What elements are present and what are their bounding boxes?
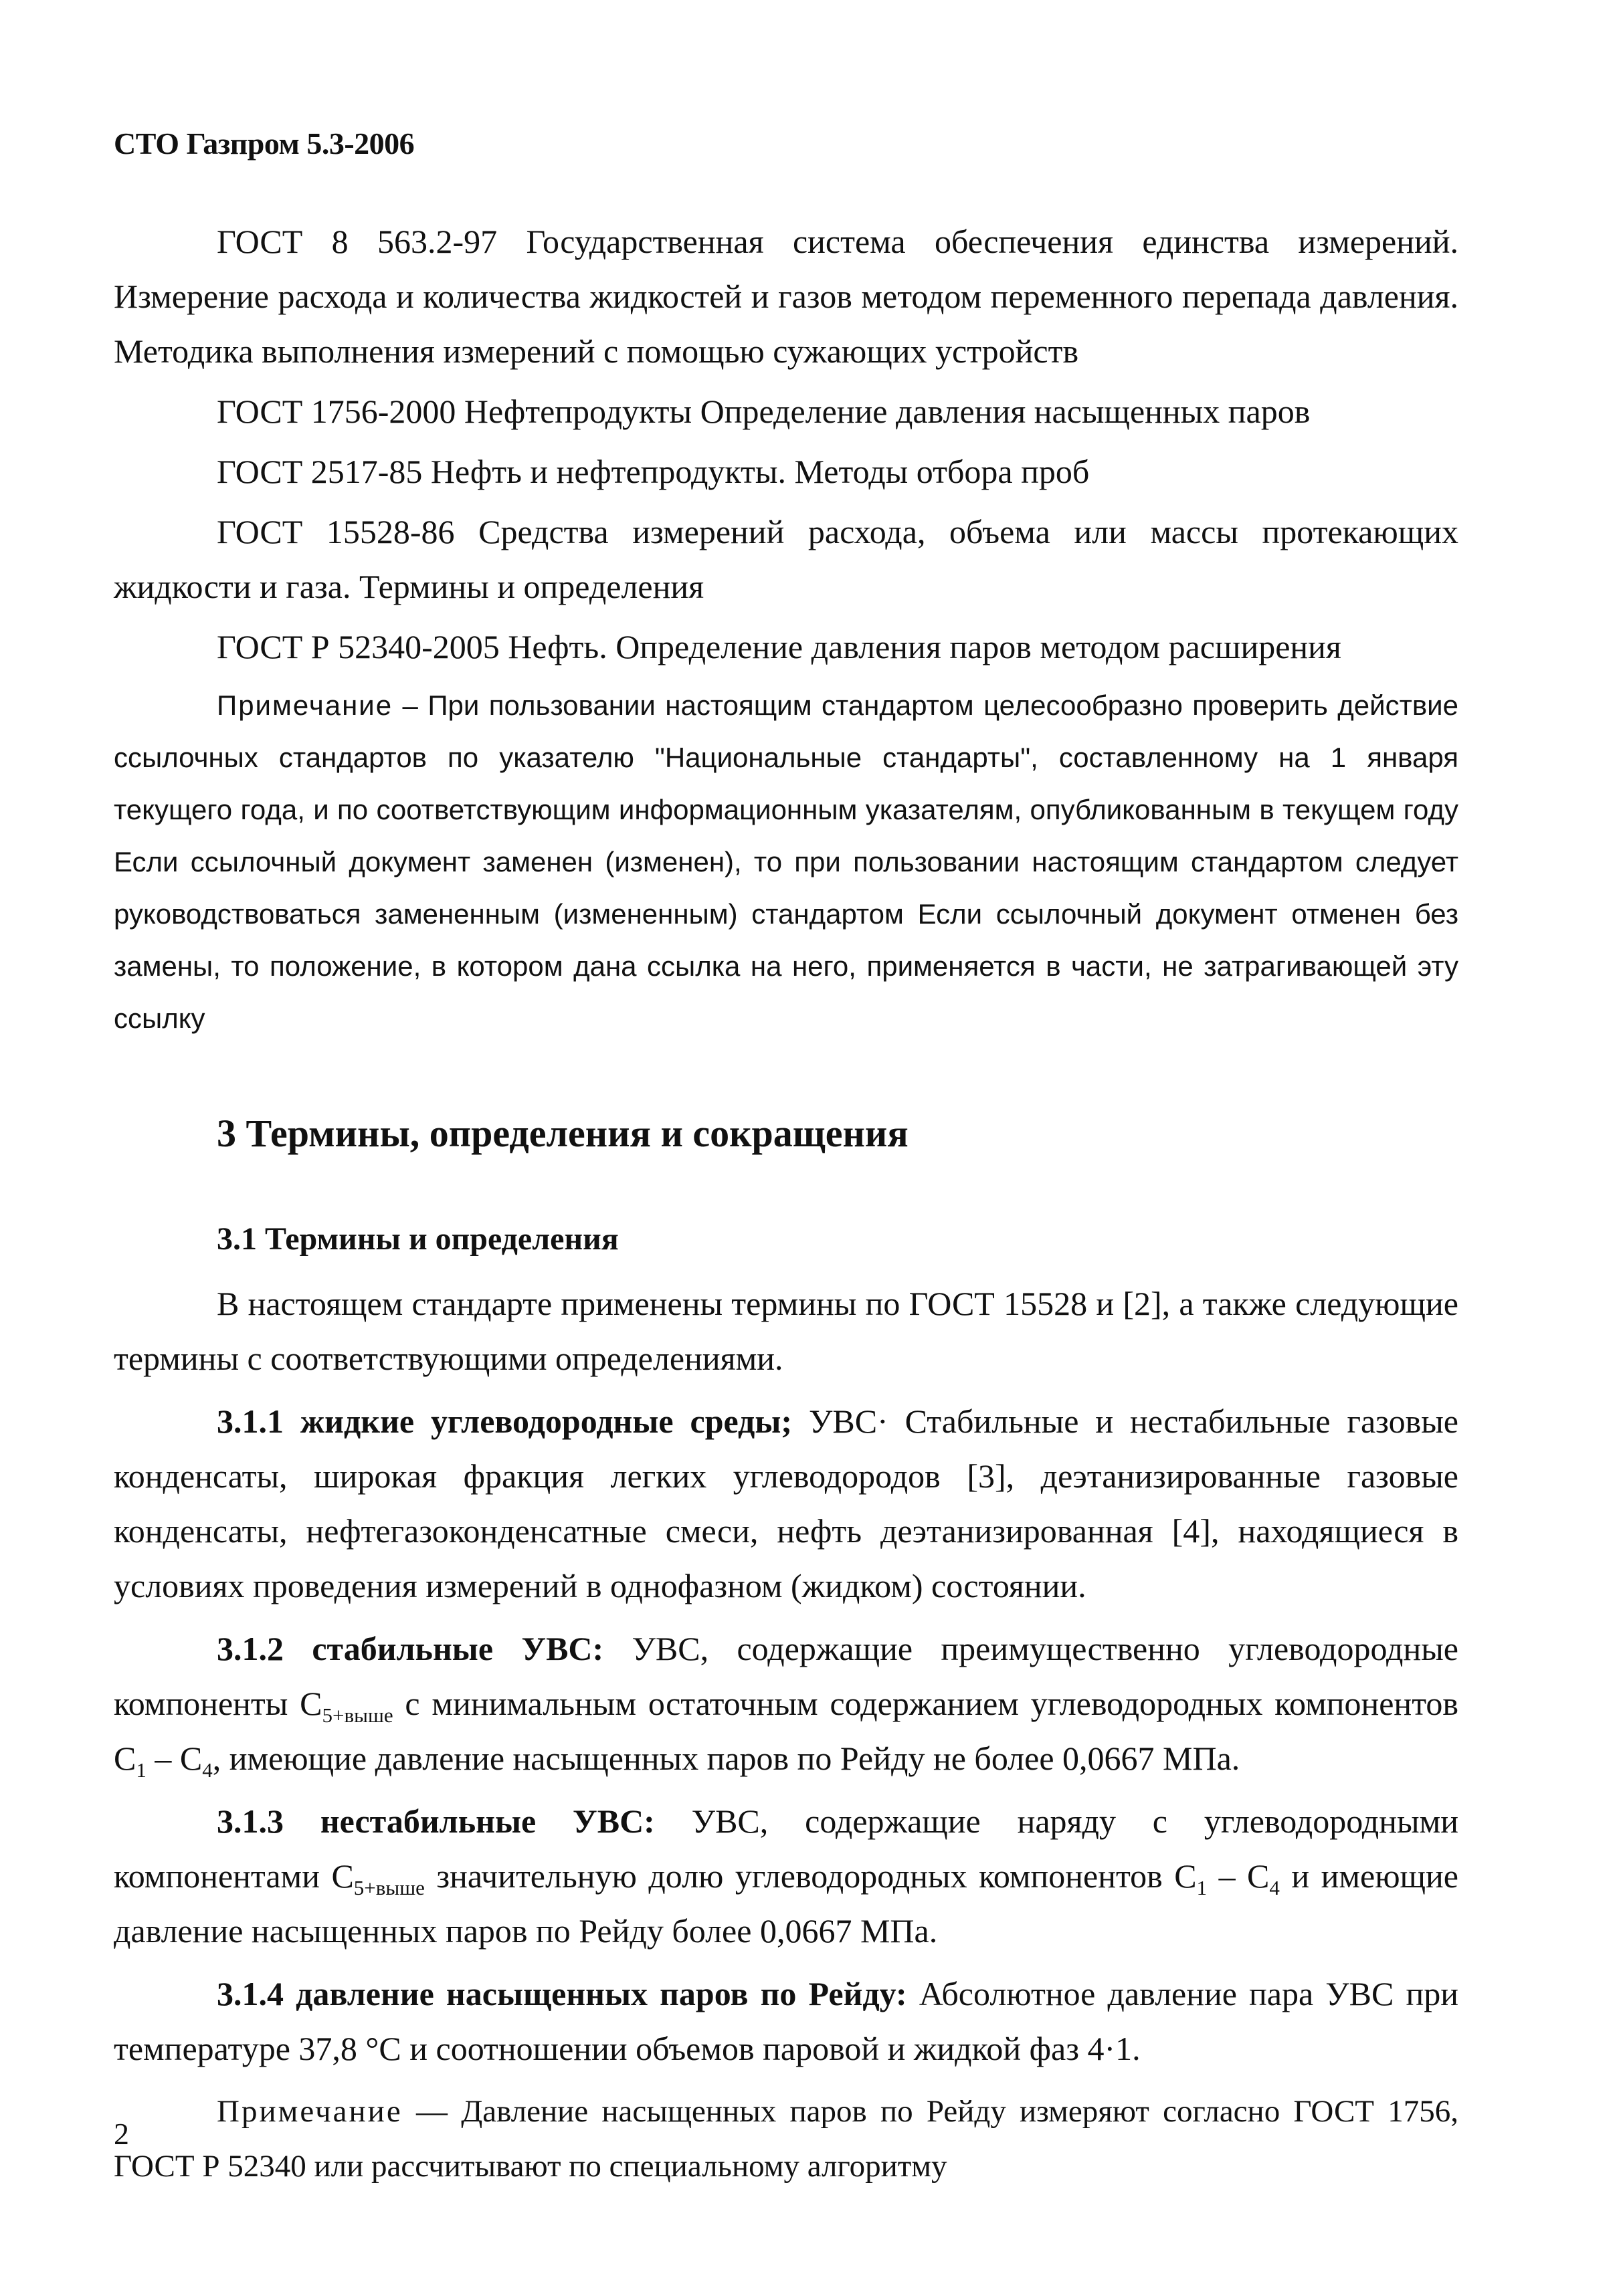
formula-c5-subscript: 5+выше [322,1703,393,1727]
formula-c4-subscript: 4 [202,1758,213,1782]
definition-text: УВС, содержащие наряду с углеводородными компонентами [114,1802,1458,1895]
page-number: 2 [114,2117,129,2151]
note-text: – При пользовании настоящим стандартом целесообразно проверить действие ссылочных стандартов по указателю "Национальные стандарты", составленному на 1 января текущего года, и по соответствующим информационным указателям, опубликованным в текущем году Если ссылочный документ заменен (изменен), то при пользовании настоящим стандартом следует руководствоваться замененным (измененным) стандартом Если ссылочный документ отменен без замены, то положение, в котором дана ссылка на него, применяется в части, не затрагивающей эту ссылку [114,690,1458,1034]
note-label: Примечание [217,690,393,721]
definition-text: , имеющие давление насыщенных паров по Рейду не более 0,0667 МПа. [212,1740,1240,1777]
definition-3-1-4 [114,1966,1458,2076]
reference-item: ГОСТ 1756-2000 Нефтепродукты Определение давления насыщенных паров [217,393,1311,430]
definition-3-1-1 [114,1394,1458,1613]
definition-text: и имеющие давление насыщенных паров по Рейду более 0,0667 МПа. [114,1857,1458,1950]
formula-c5: C [300,1685,322,1722]
term-label: 3.1.4 давление насыщенных паров по Рейду: [217,1975,907,2012]
definition-text: Абсолютное давление пара УВС при температуре 37,8 °С и соотношении объемов паровой и жидкой фаз 4·1. [114,1975,1458,2067]
references-note [114,680,1458,1045]
formula-c4-subscript: 4 [1269,1876,1280,1899]
document-body [114,214,1458,2202]
term-label: 3.1.3 нестабильные УВС: [217,1802,655,1840]
document-header: СТО Газпром 5.3-2006 [114,126,415,161]
formula-c5-subscript: 5+выше [353,1876,425,1899]
formula-dash: – [1207,1857,1248,1895]
definitions-intro: В настоящем стандарте применены термины по ГОСТ 15528 и [2], а также следующие термины с соответствующими определениями. [114,1285,1458,1377]
term-label: 3.1.2 стабильные УВС: [217,1630,604,1667]
definition-text: значительную долю углеводородных компонентов [424,1857,1175,1895]
formula-c4: C [1247,1857,1270,1895]
formula-c1: C [1174,1857,1197,1895]
reference-item: ГОСТ 8 563.2-97 Государственная система обеспечения единства измерений. Измерение расхода и количества жидкостей и газов методом переменного перепада давления. Методика выполнения измерений с помощью сужающих устройств [114,223,1458,370]
reference-item: ГОСТ 15528-86 Средства измерений расхода, объема или массы протекающих жидкости и газа. Термины и определения [114,513,1458,605]
reference-item: ГОСТ 2517-85 Нефть и нефтепродукты. Методы отбора проб [217,453,1090,490]
term-label: 3.1.1 жидкие углеводородные среды; [217,1402,793,1440]
definitions [114,1276,1458,2194]
subsection-title: 3.1 Термины и определения [217,1221,619,1257]
formula-c1-subscript: 1 [136,1758,147,1782]
formula-c4: C [179,1740,203,1777]
formula-c1-subscript: 1 [1196,1876,1208,1899]
section-title: 3 Термины, определения и сокращения [217,1112,909,1155]
definitions-note [114,2084,1458,2194]
definition-text: УВС, содержащие преимущественно углеводородные компоненты [114,1630,1458,1722]
reference-item: ГОСТ Р 52340-2005 Нефть. Определение давления паров методом расширения [217,628,1341,665]
formula-dash: – [146,1740,180,1777]
definition-text: с минимальным остаточным содержанием углеводородных компонентов [393,1685,1458,1722]
note-label: Примечание [217,2094,403,2129]
formula-c5: C [331,1857,354,1895]
references-list [114,214,1458,674]
note-text: — Давление насыщенных паров по Рейду измеряют согласно ГОСТ 1756, ГОСТ Р 52340 или рассчитывают по специальному алгоритму [114,2094,1458,2184]
definition-3-1-3 [114,1794,1458,1958]
formula-c1: C [114,1740,136,1777]
definition-3-1-2 [114,1621,1458,1786]
definition-text: УВС· Стабильные и нестабильные газовые конденсаты, широкая фракция легких углеводородов [3], деэтанизированные газовые конденсаты, нефтегазоконденсатные смеси, нефть деэтанизированная [4], находящиеся в условиях проведения измерений в однофазном (жидком) состоянии. [114,1402,1458,1604]
